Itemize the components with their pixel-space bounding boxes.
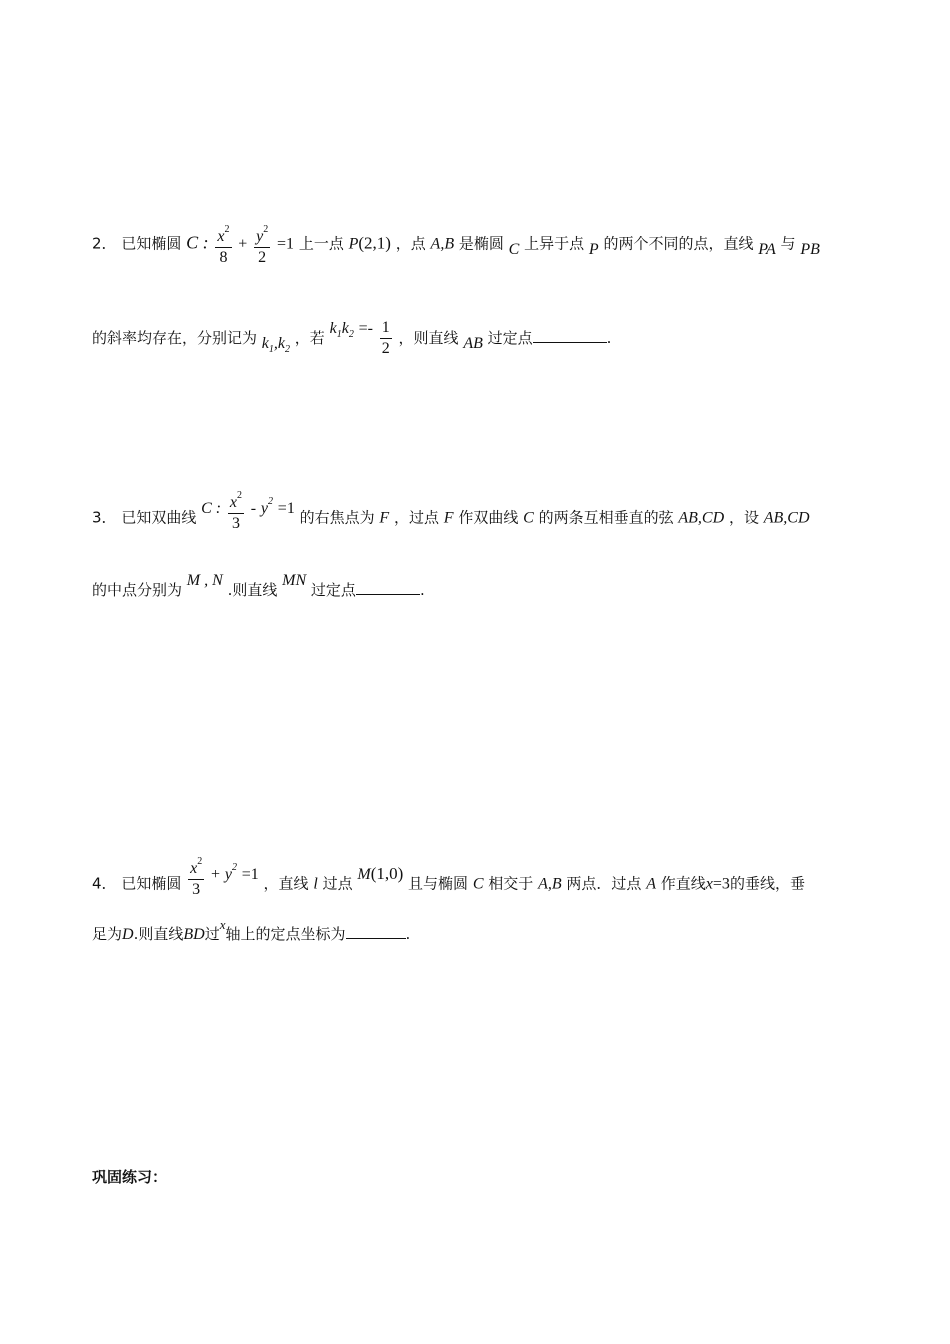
fraction-half: $\frac{1}{2}$ bbox=[381, 319, 390, 357]
fraction-x2-3: $\frac{x^2}{3}$ bbox=[228, 486, 244, 534]
problem-number: 4． bbox=[92, 874, 117, 893]
fraction-y2-2: $\frac{y^2}{2}$ bbox=[254, 220, 270, 268]
problem-number: 2． bbox=[92, 234, 117, 253]
fraction-x2-8: $\frac{x^2}{8}$ bbox=[215, 220, 231, 268]
problem-2-line-2: 的斜率均存在，分别记为 $k_1,k_2$ ，若 $k_1k_2$ =- $\frac{1}{2}$ ，则直线 AB 过定点 . bbox=[92, 319, 612, 357]
problem-number: 3． bbox=[92, 508, 117, 527]
problem-4-line-2: 足为D.则直线BD过x轴上的定点坐标为 . bbox=[92, 917, 411, 943]
problem-3-line-1: 3． 已知双曲线 C : $\frac{x^2}{3}$ - $y^2 =1$ 的右焦点为 F ，过点 F 作双曲线 C 的两条互相垂直的弦 AB,CD ，设 AB,CD bbox=[92, 494, 810, 542]
section-heading: 巩固练习： bbox=[92, 1168, 168, 1186]
answer-blank[interactable] bbox=[533, 328, 607, 343]
problem-3-line-2: 的中点分别为 M , N .则直线 MN 过定点 . bbox=[92, 572, 425, 599]
answer-blank[interactable] bbox=[356, 580, 420, 595]
ellipse-c: C : bbox=[186, 232, 209, 253]
answer-blank[interactable] bbox=[346, 924, 406, 939]
problem-4-line-1: 4． 已知椭圆 $\frac{x^2}{3}$ + $y^2 =1$ ，直线 l 过点 M(1,0) 且与椭圆 C 相交于 A,B 两点．过点 A 作直线x=3的垂线，垂 bbox=[92, 860, 805, 908]
problem-2-line-1: 2． 已知椭圆 C : $\frac{x^2}{8}$ + $\frac{y^2}{2}$ =1 上一点 P(2,1) ，点 A,B 是椭圆 C 上异于点 P 的两个不同的点，直线 PA 与 PB bbox=[92, 220, 820, 268]
fraction-x2-3: $\frac{x^2}{3}$ bbox=[188, 852, 204, 900]
